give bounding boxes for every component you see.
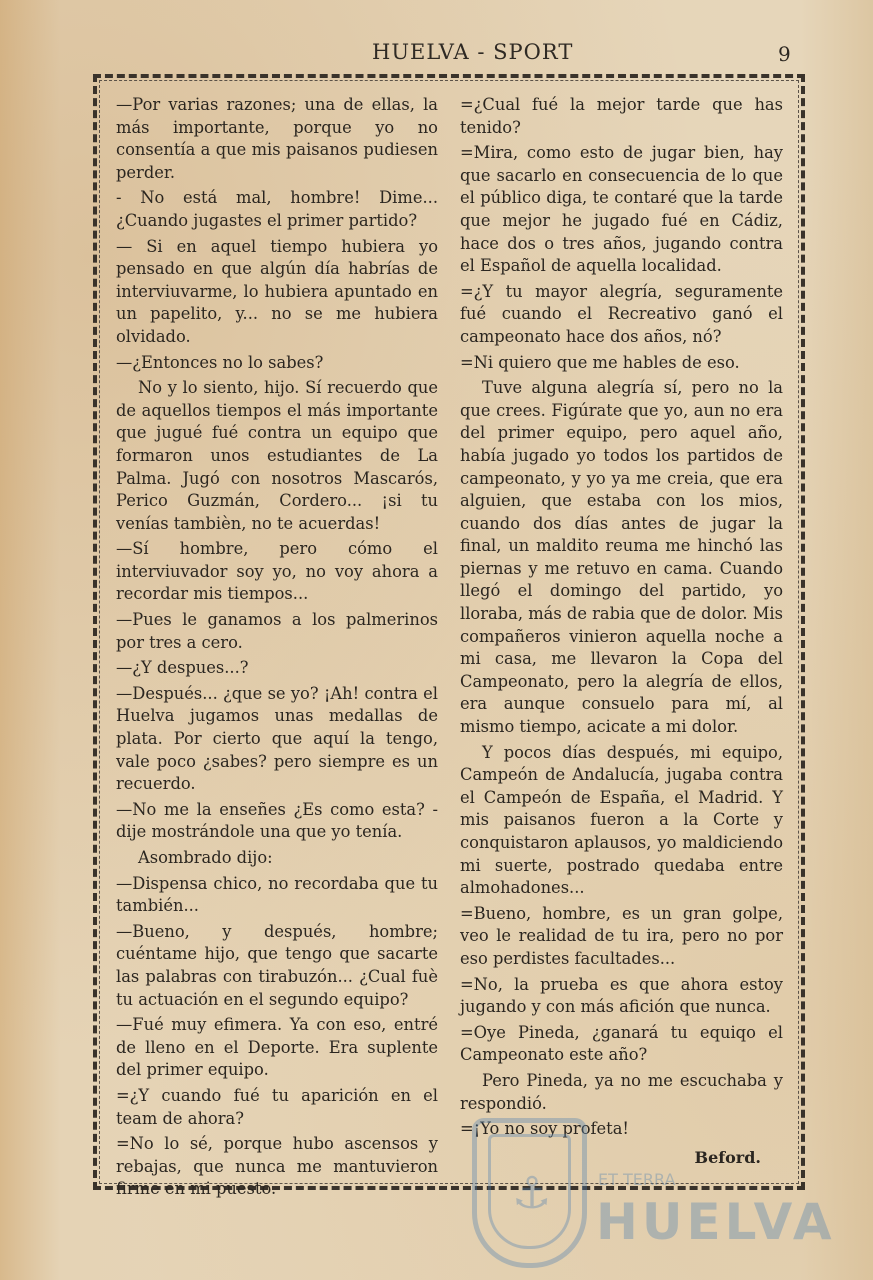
paragraph: =¿Cual fué la mejor tarde que has tenido?	[460, 95, 783, 137]
paragraph: —Después... ¿que se yo? ¡Ah! contra el Huelva jugamos unas medallas de plata. Por cierto que aquí la tengo, vale poco ¿sabes? pero siempre es un recuerdo.	[116, 683, 438, 794]
paragraph: =¿Y tu mayor alegría, seguramente fué cuando el Recreativo ganó el campeonato hace dos años, nó?	[460, 281, 783, 346]
watermark-text: HUELVA	[596, 1193, 836, 1251]
paragraph: —No me la enseñes ¿Es como esta? - dije mostrándole una que yo tenía.	[116, 799, 438, 842]
paragraph: —Pues le ganamos a los palmerinos por tres a cero.	[116, 610, 438, 652]
paragraph: —Fué muy efimera. Ya con eso, entré de lleno en el Deporte. Era suplente del primer equipo.	[116, 1015, 438, 1080]
paragraph: =Oye Pineda, ¿ganará tu equiqo el Campeonato este año?	[460, 1022, 783, 1065]
left-column	[116, 94, 438, 1204]
author-signature: Beford.	[694, 1147, 761, 1167]
paragraph: =No, la prueba es que ahora estoy jugando y con más afición que nunca.	[460, 974, 783, 1017]
paragraph: - No está mal, hombre! Dime... ¿Cuando jugastes el primer partido?	[116, 188, 438, 230]
watermark-motto: ET TERRA	[598, 1170, 676, 1189]
paragraph: —Bueno, y después, hombre; cuéntame hijo, que tengo que sacarte las palabras con tirabuzón... ¿Cual fuè tu actuación en el segundo equipo?	[116, 921, 438, 1009]
paragraph: Asombrado dijo:	[138, 848, 273, 867]
paragraph: Y pocos días después, mi equipo, Campeón de Andalucía, jugaba contra el Campeón de España, el Madrid. Y mis paisanos fueron a la Corte y conquistaron aplausos, yo maldiciendo mi suerte, postrado quedaba entre almohadones...	[460, 742, 783, 898]
paragraph: =No lo sé, porque hubo ascensos y rebajas, que nunca me mantuvieron firme en mi puesto.	[116, 1134, 438, 1199]
right-column	[460, 94, 783, 1169]
page-header	[0, 40, 873, 70]
paragraph: No y lo siento, hijo. Sí recuerdo que de aquellos tiempos el más importante que jugué fué contra un equipo que formaron unos estudiantes de La Palma. Jugó con nosotros Mascarós, Perico Guzmán, Cordero... ¡si tu venías tambièn, no te acuerdas!	[116, 378, 438, 533]
paragraph: — Si en aquel tiempo hubiera yo pensado en que algún día habrías de interviuvarme, lo hubiera apuntado en un papelito, y... no se me hubiera olvidado.	[116, 236, 438, 346]
paragraph: Pero Pineda, ya no me escuchaba y respondió.	[460, 1070, 783, 1113]
paragraph: =Mira, como esto de jugar bien, hay que sacarlo en consecuencia de lo que el público diga, te contaré que la tarde que mejor he jugado fué en Cádiz, hace dos o tres años, jugando contra el Español de aquella localidad.	[460, 143, 783, 276]
paragraph: —¿Entonces no lo sabes?	[116, 352, 324, 372]
paragraph: —Dispensa chico, no recordaba que tu también...	[116, 873, 438, 916]
paragraph: =Bueno, hombre, es un gran golpe, veo le realidad de tu ira, pero no por eso perdistes facultades...	[460, 903, 783, 968]
paragraph: =Ni quiero que me hables de eso.	[460, 352, 740, 372]
paragraph: —¿Y despues...?	[116, 658, 249, 678]
paragraph: =¡Yo no soy profeta!	[460, 1119, 629, 1139]
paragraph: —Por varias razones; una de ellas, la más importante, porque yo no consentía a que mis paisanos pudiesen perder.	[116, 95, 438, 182]
anchor-icon: ⚓	[512, 1168, 552, 1219]
magazine-title: HUELVA - SPORT	[372, 40, 574, 64]
paragraph: =¿Y cuando fué tu aparición en el team de ahora?	[116, 1085, 438, 1128]
paragraph: Tuve alguna alegría sí, pero no la que crees. Figúrate que yo, aun no era del primer equipo, pero aquel año, había jugado yo todos los partidos de campeonato, y yo ya me creia, que era alguien, que estaba con los mios, cuando dos días antes de jugar la final, un maldito reuma me hinchó las piernas y me retuvo en cama. Cuando llegó el domingo del partido, yo lloraba, más de rabia que de dolor. Mis compañeros vinieron aquella noche a mi casa, me llevaron la Copa del Campeonato, pero la alegría de ellos, era aunque consuelo para mí, al mismo tiempo, acicate a mi dolor.	[460, 378, 783, 737]
page-number: 9	[778, 42, 791, 66]
paragraph: —Sí hombre, pero cómo el interviuvador soy yo, no voy ahora a recordar mis tiempos...	[116, 539, 438, 604]
